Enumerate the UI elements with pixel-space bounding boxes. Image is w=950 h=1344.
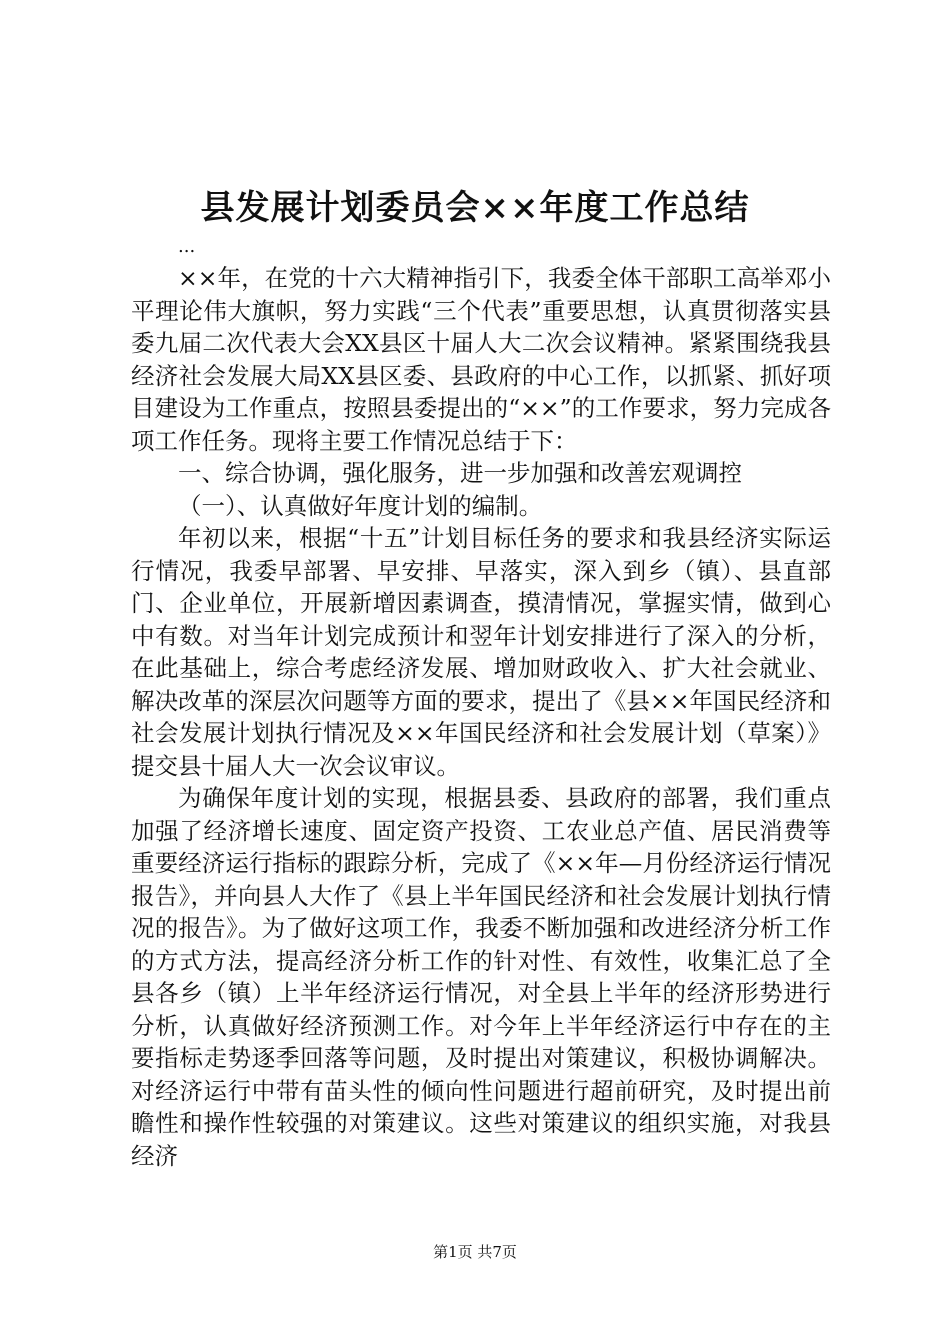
ellipsis-text: ...: [178, 236, 196, 257]
document-title: 县发展计划委员会××年度工作总结: [200, 188, 750, 228]
paragraph-annual-plan: 年初以来，根据“十五”计划目标任务的要求和我县经济实际运行情况，我委早部署、早安排、早落实，深入到乡（镇）、县直部门、企业单位，开展新增因素调查，摸清情况，掌握实情，做到心中有数。对当年计划完成预计和翌年计划安排进行了深入的分析，在此基础上，综合考虑经济发展、增加财政收入、扩大社会就业、解决改革的深层次问题等方面的要求，提出了《县××年国民经济和社会发展计划执行情况及××年国民经济和社会发展计划（草案）》提交县十届人大一次会议审议。: [131, 524, 831, 780]
paragraph-intro: ××年，在党的十六大精神指引下，我委全体干部职工高举邓小平理论伟大旗帜，努力实践“三个代表”重要思想，认真贯彻落实县委九届二次代表大会XX县区十届人大二次会议精神。紧紧围绕我县经济社会发展大局XX县区委、县政府的中心工作，以抓紧、抓好项目建设为工作重点，按照县委提出的“××”的工作要求，努力完成各项工作任务。现将主要工作情况总结于下：: [131, 264, 831, 455]
section-heading-1: 一、综合协调，强化服务，进一步加强和改善宏观调控: [178, 459, 742, 487]
subsection-heading-1: （一）、认真做好年度计划的编制。: [178, 491, 543, 520]
document-body: [131, 262, 831, 1172]
page-footer: 第1页 共7页: [433, 1243, 517, 1261]
paragraph-economic-analysis: 为确保年度计划的实现，根据县委、县政府的部署，我们重点加强了经济增长速度、固定资产投资、工农业总产值、居民消费等重要经济运行指标的跟踪分析，完成了《××年—月份经济运行情况报告》，并向县人大作了《县上半年国民经济和社会发展计划执行情况的报告》。为了做好这项工作，我委不断加强和改进经济分析工作的方式方法，提高经济分析工作的针对性、有效性，收集汇总了全县各乡（镇）上半年经济运行情况，对全县上半年的经济形势进行分析，认真做好经济预测工作。对今年上半年经济运行中存在的主要指标走势逐季回落等问题，及时提出对策建议，积极协调解决。对经济运行中带有苗头性的倾向性问题进行超前研究，及时提出前瞻性和操作性较强的对策建议。这些对策建议的组织实施，对我县经济: [131, 784, 831, 1170]
